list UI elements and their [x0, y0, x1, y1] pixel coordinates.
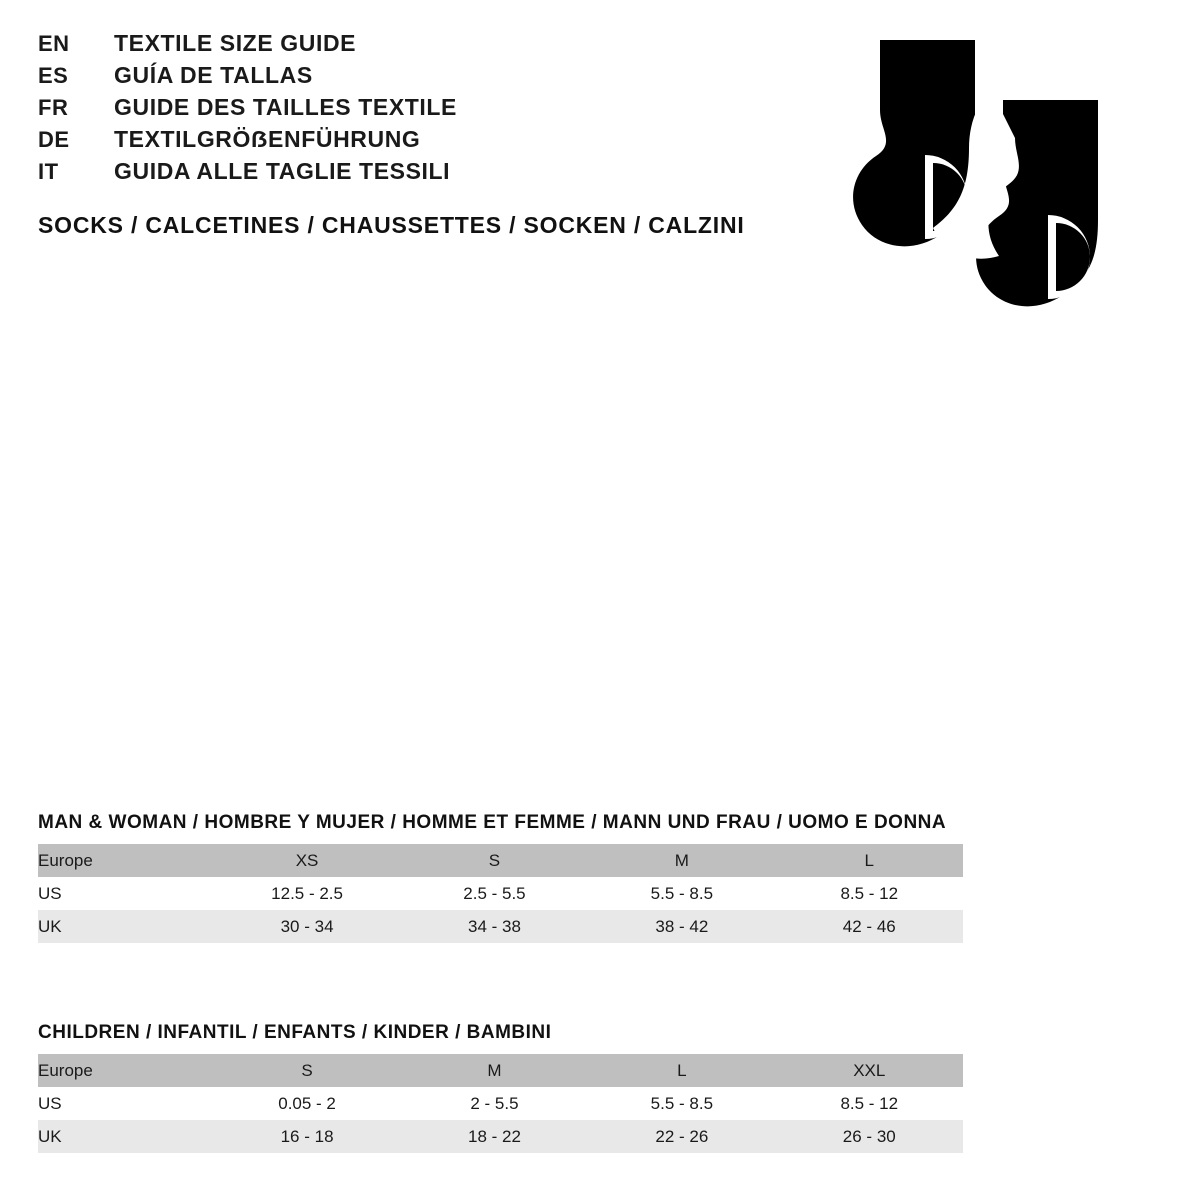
table-row: [38, 844, 963, 877]
cell-value: 18 - 22: [401, 1120, 588, 1153]
table-row: [38, 1120, 963, 1153]
language-row-en: [38, 30, 798, 62]
language-row-es: [38, 62, 798, 94]
table-row: [38, 910, 963, 943]
language-code-it: IT: [38, 159, 59, 184]
cell-value: 16 - 18: [213, 1120, 400, 1153]
cell-value: 2 - 5.5: [401, 1087, 588, 1120]
cell-value: 12.5 - 2.5: [213, 877, 400, 910]
section-title-man-woman: MAN & WOMAN / HOMBRE Y MUJER / HOMME ET FEMME / MANN UND FRAU / UOMO E DONNA: [38, 812, 947, 833]
table-row: [38, 1087, 963, 1120]
cell-value: 34 - 38: [401, 910, 588, 943]
size-table-children: [38, 1054, 963, 1153]
cell-value: 5.5 - 8.5: [588, 1087, 775, 1120]
row-label: US: [38, 1087, 213, 1120]
cell-value: 0.05 - 2: [213, 1087, 400, 1120]
header: [38, 30, 798, 239]
language-code-en: EN: [38, 31, 70, 56]
cell-value: M: [401, 1054, 588, 1087]
language-title-de: TEXTILGRÖẞENFÜHRUNG: [114, 126, 421, 152]
language-code-de: DE: [38, 127, 70, 152]
socks-illustration: [805, 30, 1135, 360]
cell-value: M: [588, 844, 775, 877]
row-label: UK: [38, 1120, 213, 1153]
cell-value: 42 - 46: [776, 910, 963, 943]
product-type-line: SOCKS / CALCETINES / CHAUSSETTES / SOCKEN / CALZINI: [38, 212, 745, 238]
row-label: Europe: [38, 844, 213, 877]
size-table-man-woman: [38, 844, 963, 943]
language-title-es: GUÍA DE TALLAS: [114, 62, 313, 88]
language-title-en: TEXTILE SIZE GUIDE: [114, 30, 357, 56]
cell-value: 2.5 - 5.5: [401, 877, 588, 910]
row-label: US: [38, 877, 213, 910]
language-row-fr: [38, 94, 798, 126]
cell-value: S: [401, 844, 588, 877]
language-row-de: [38, 126, 798, 158]
cell-value: S: [213, 1054, 400, 1087]
cell-value: 8.5 - 12: [776, 1087, 963, 1120]
cell-value: 30 - 34: [213, 910, 400, 943]
section-man-woman: [38, 812, 963, 943]
cell-value: 5.5 - 8.5: [588, 877, 775, 910]
row-label: Europe: [38, 1054, 213, 1087]
cell-value: 26 - 30: [776, 1120, 963, 1153]
row-label: UK: [38, 910, 213, 943]
cell-value: 22 - 26: [588, 1120, 775, 1153]
language-title-it: GUIDA ALLE TAGLIE TESSILI: [114, 158, 451, 184]
cell-value: 8.5 - 12: [776, 877, 963, 910]
table-row: [38, 1054, 963, 1087]
language-title-fr: GUIDE DES TAILLES TEXTILE: [114, 94, 457, 120]
cell-value: 38 - 42: [588, 910, 775, 943]
language-code-fr: FR: [38, 95, 69, 120]
cell-value: XS: [213, 844, 400, 877]
table-row: [38, 877, 963, 910]
language-row-it: [38, 158, 798, 190]
section-children: [38, 1022, 963, 1153]
section-title-children: CHILDREN / INFANTIL / ENFANTS / KINDER / BAMBINI: [38, 1022, 552, 1043]
language-code-es: ES: [38, 63, 69, 88]
cell-value: L: [776, 844, 963, 877]
cell-value: XXL: [776, 1054, 963, 1087]
cell-value: L: [588, 1054, 775, 1087]
